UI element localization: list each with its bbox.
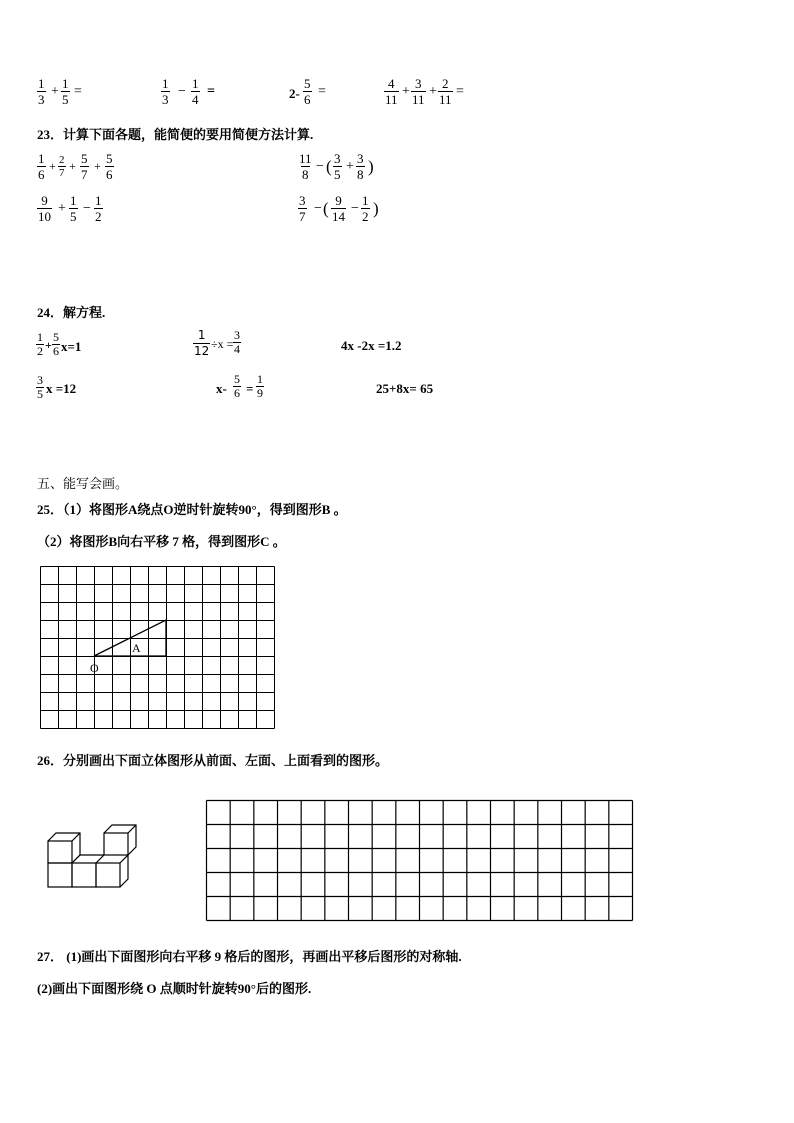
fraction: $\frac{9}{14}$: [332, 193, 345, 224]
fraction: $\frac{3}{5}$: [334, 151, 341, 182]
q25-line-2: （2）将图形B向右平移 7 格，得到图形C 。: [37, 534, 286, 549]
label-a: A: [132, 641, 141, 655]
fraction: $\frac{1}{12}$: [194, 328, 210, 358]
fraction: $\frac{4}{11}$: [385, 76, 398, 107]
fraction: $\frac{2}{7}$: [59, 154, 65, 179]
fraction: $\frac{1}{4}$: [192, 76, 199, 107]
q24-eq-6: 25+8x= 65: [376, 381, 434, 396]
fraction: $\frac{1}{2}$: [362, 193, 369, 224]
fraction: $\frac{1}{3}$: [38, 76, 45, 107]
fraction: $\frac{5}{6}$: [234, 372, 240, 400]
q24-eq-3: 4x -2x =1.2: [341, 338, 402, 353]
fraction: $\frac{5}{6}$: [53, 330, 59, 358]
q24-title: 24．解方程.: [37, 305, 106, 320]
q26-grid: [206, 800, 634, 923]
fraction: $\frac{1}{2}$: [37, 330, 43, 358]
fraction: $\frac{9}{10}$: [38, 193, 51, 224]
q27-line-1: 27． (1)画出下面图形向右平移 9 格后的图形，再画出平移后图形的对称轴.: [37, 949, 462, 964]
q26-cube-figure: [46, 822, 136, 892]
fraction: $\frac{5}{6}$: [106, 151, 113, 182]
fraction: $\frac{3}{5}$: [37, 373, 43, 401]
fraction: $\frac{2}{11}$: [439, 76, 452, 107]
q25-grid: [40, 566, 276, 731]
q27-line-2: (2)画出下面图形绕 O 点顺时针旋转90°后的图形.: [37, 981, 312, 996]
q25-line-1: 25．（1）将图形A绕点O逆时针旋转90°，得到图形B 。: [37, 502, 347, 517]
fraction: $\frac{3}{11}$: [412, 76, 425, 107]
fraction: $\frac{3}{8}$: [357, 151, 364, 182]
section-5-title: 五、能写会画。: [37, 476, 129, 491]
fraction: $\frac{11}{8}$: [299, 151, 312, 182]
label-o: O: [90, 661, 99, 675]
fraction: $\frac{3}{7}$: [299, 193, 306, 224]
fraction: $\frac{1}{2}$: [95, 193, 102, 224]
fraction: $\frac{5}{7}$: [81, 151, 88, 182]
fraction: $\frac{5}{6}$: [304, 76, 311, 107]
fraction: $\frac{3}{4}$: [234, 328, 240, 356]
q23-title: 23．计算下面各题，能简便的要用简便方法计算.: [37, 127, 314, 142]
fraction: $\frac{1}{6}$: [38, 151, 45, 182]
fraction: $\frac{1}{9}$: [257, 372, 263, 400]
fraction: $\frac{1}{3}$: [162, 76, 169, 107]
fraction: $\frac{1}{5}$: [62, 76, 69, 107]
fraction: $\frac{1}{5}$: [70, 193, 77, 224]
q26-title: 26．分别画出下面立体图形从前面、左面、上面看到的图形。: [37, 753, 389, 768]
